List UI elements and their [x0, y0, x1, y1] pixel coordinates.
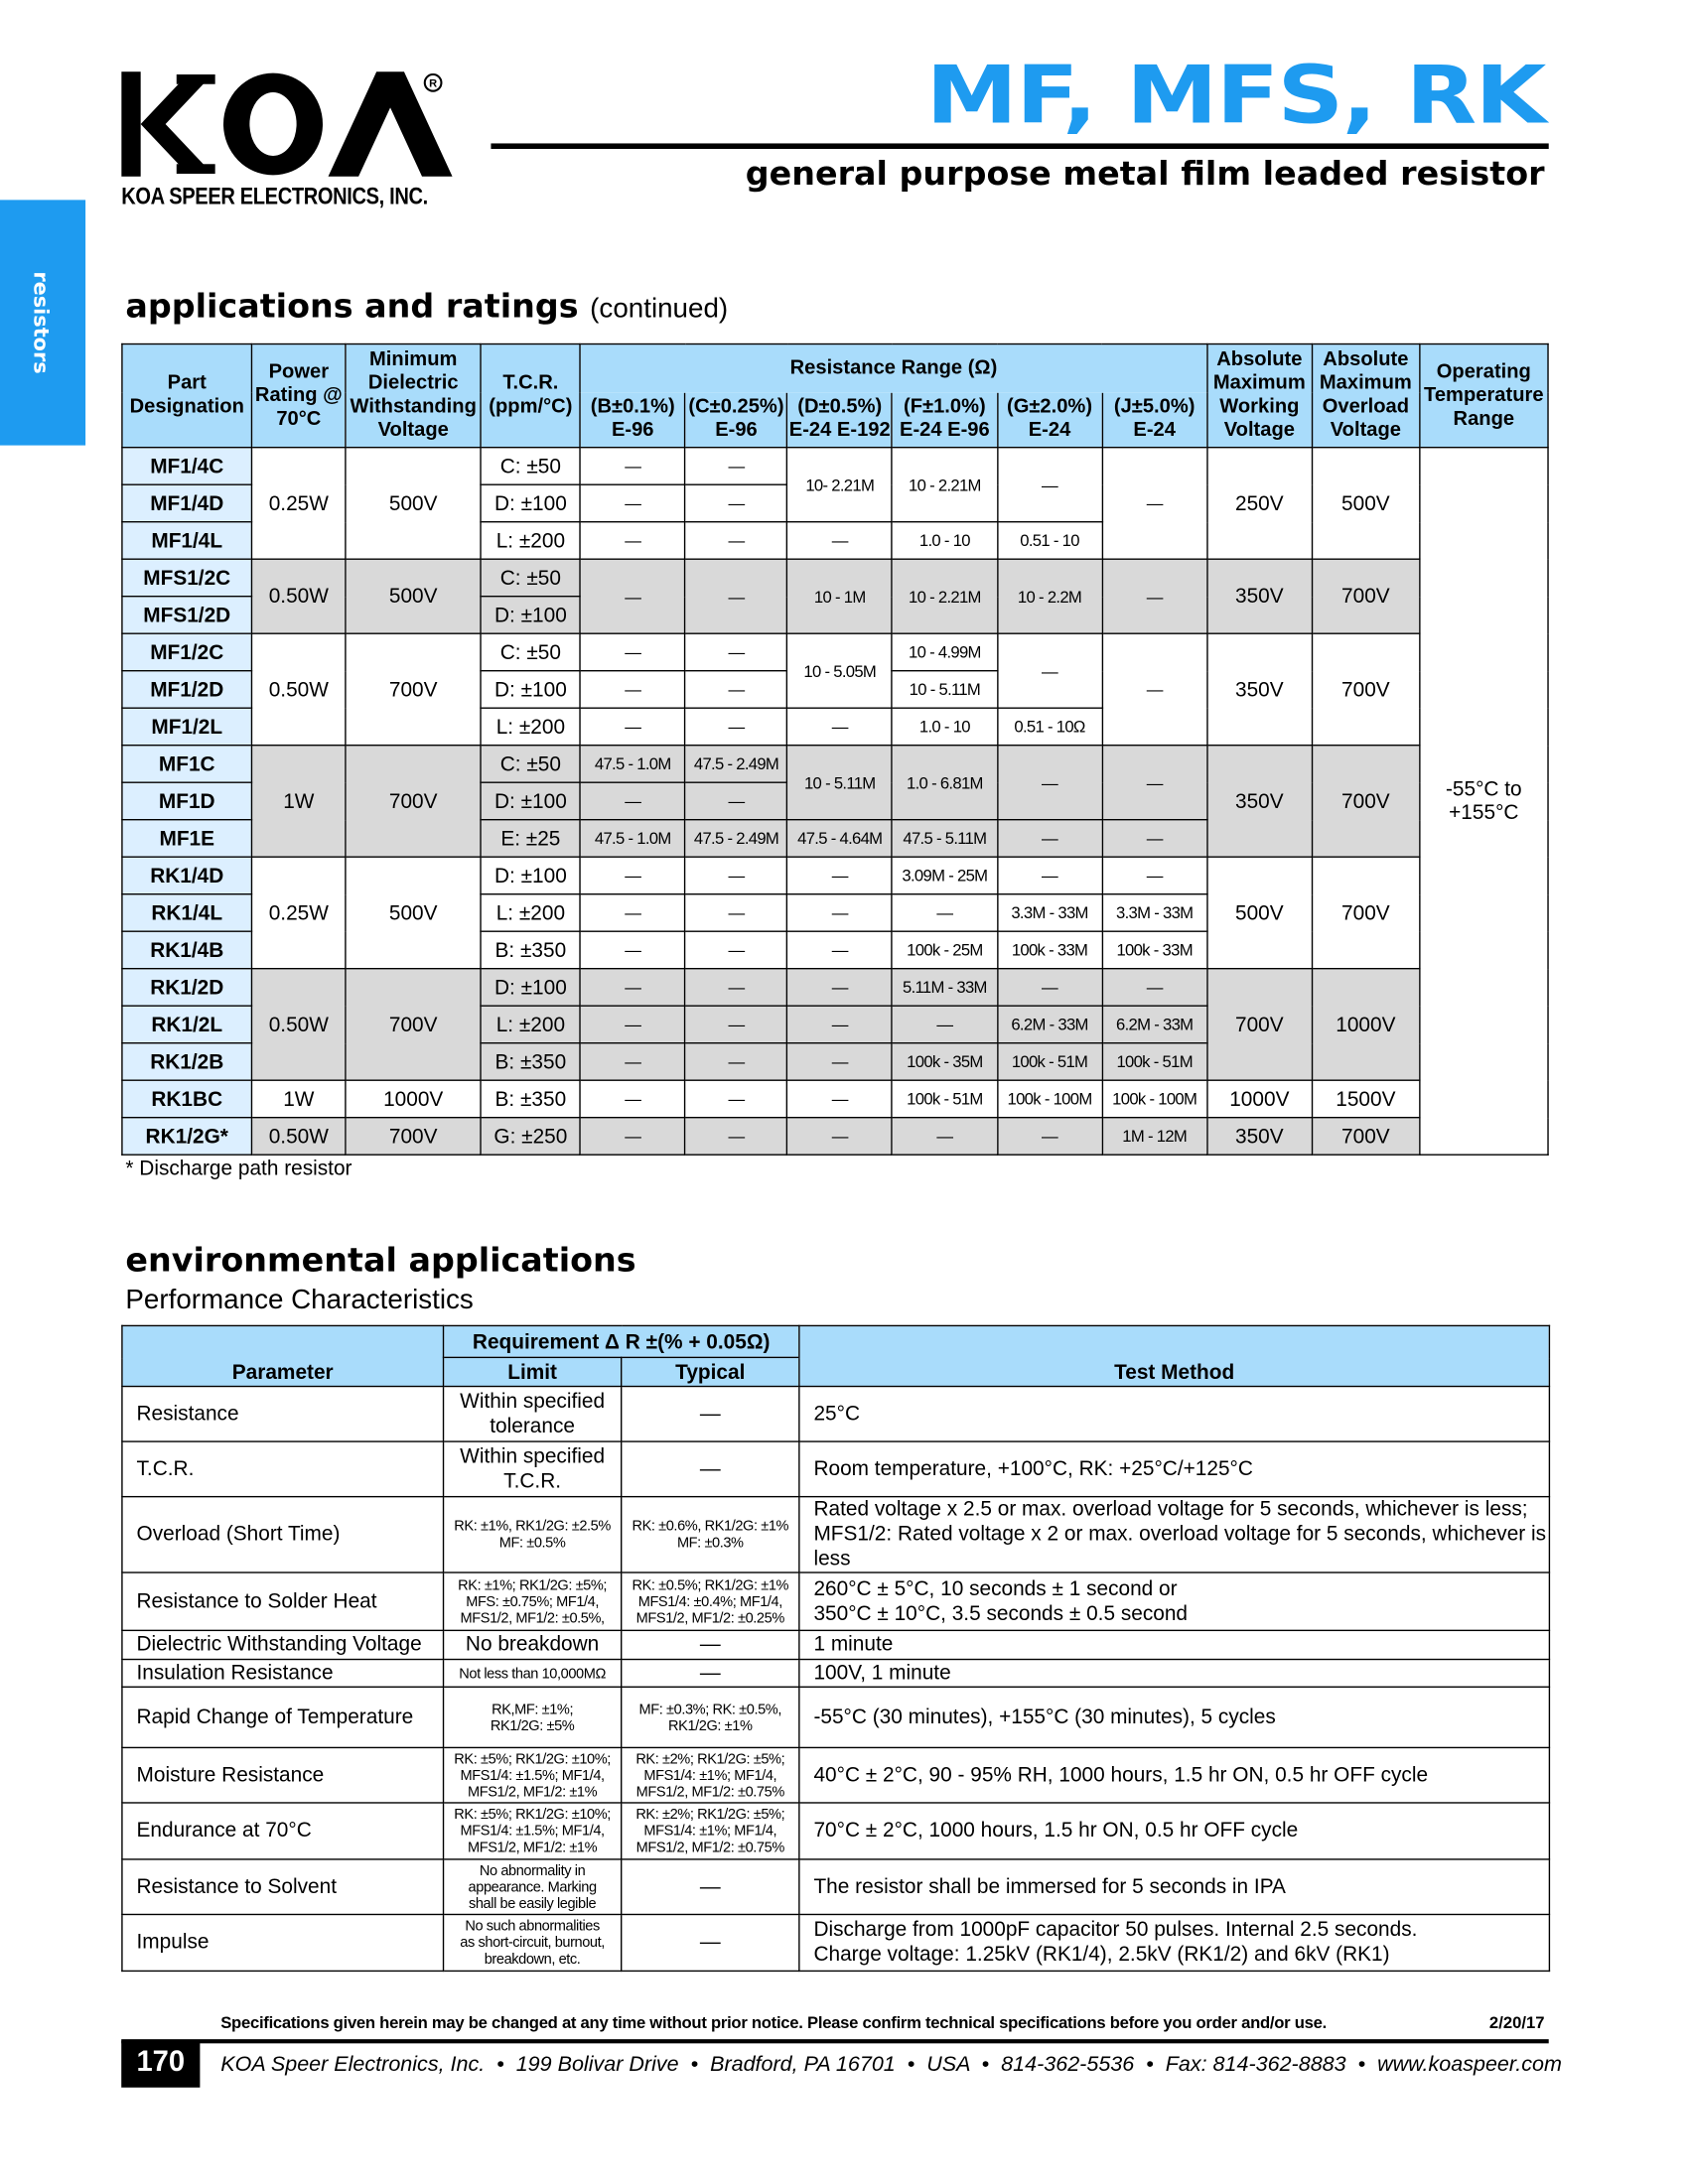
- cell-method: 260°C ± 5°C, 10 seconds ± 1 second or 350°C ± 10°C, 3.5 seconds ± 0.5 second: [799, 1572, 1550, 1630]
- cell-working-voltage: 700V: [1207, 969, 1313, 1081]
- cell-limit: Not less than 10,000MΩ: [444, 1660, 622, 1688]
- cell-tcr: L: ±200: [481, 894, 580, 932]
- side-tab-resistors: [0, 200, 85, 445]
- cell-range-f: 47.5 - 5.11M: [893, 820, 998, 858]
- cell-range-f: 5.11M - 33M: [893, 969, 998, 1007]
- cell-dielectric: 500V: [346, 857, 481, 969]
- part-designation: RK1/2L: [122, 1006, 252, 1043]
- part-designation: MF1/4C: [122, 448, 252, 485]
- cell-range-d: —: [787, 857, 893, 894]
- footer-rule: [121, 2039, 1549, 2043]
- cell-range-b: —: [580, 1006, 685, 1043]
- cell-tcr: D: ±100: [481, 484, 580, 522]
- cell-working-voltage: 350V: [1207, 559, 1313, 633]
- table-row: [122, 633, 1548, 671]
- cell-power: 0.25W: [252, 448, 347, 560]
- cell-range-j: 1M - 12M: [1102, 1118, 1207, 1156]
- part-designation: MF1/4L: [122, 522, 252, 560]
- col-header-range-sub: (G±2.0%) E-24: [997, 392, 1102, 448]
- cell-range-c: —: [685, 484, 787, 522]
- cell-range-g: —: [997, 1118, 1102, 1156]
- cell-range-f: —: [893, 894, 998, 932]
- cell-tcr: B: ±350: [481, 1043, 580, 1081]
- company-name: KOA SPEER ELECTRONICS, INC.: [121, 183, 428, 210]
- cell-method: -55°C (30 minutes), +155°C (30 minutes), 5 cycles: [799, 1687, 1550, 1747]
- cell-parameter: Resistance to Solder Heat: [122, 1572, 444, 1630]
- cell-range-j: —: [1102, 559, 1207, 633]
- part-designation: MF1/2L: [122, 708, 252, 746]
- cell-working-voltage: 250V: [1207, 448, 1313, 560]
- col-header-working-voltage: Absolute Maximum Working Voltage: [1207, 344, 1313, 448]
- cell-overload-voltage: 700V: [1312, 746, 1419, 858]
- cell-range-d: 10 - 5.05M: [787, 633, 893, 708]
- cell-tcr: E: ±25: [481, 820, 580, 858]
- cell-range-c: —: [685, 931, 787, 969]
- ratings-heading-suffix: (continued): [590, 293, 729, 325]
- cell-method: Discharge from 1000pF capacitor 50 pulses. Internal 2.5 seconds. Charge voltage: 1.25kV (RK1/4), 2.5kV (RK1/2) and 6kV (RK1): [799, 1914, 1550, 1971]
- part-designation: MF1/4D: [122, 484, 252, 522]
- table-row: [122, 969, 1548, 1007]
- col-header-parameter: Parameter: [122, 1325, 444, 1386]
- cell-range-c: —: [685, 1006, 787, 1043]
- cell-method: 70°C ± 2°C, 1000 hours, 1.5 hr ON, 0.5 hr OFF cycle: [799, 1803, 1550, 1859]
- performance-table: [121, 1325, 1550, 1972]
- cell-dielectric: 1000V: [346, 1080, 481, 1118]
- cell-tcr: G: ±250: [481, 1118, 580, 1156]
- cell-method: Room temperature, +100°C, RK: +25°C/+125°C: [799, 1441, 1550, 1497]
- cell-dielectric: 700V: [346, 633, 481, 746]
- cell-range-j: —: [1102, 633, 1207, 746]
- cell-method: 25°C: [799, 1387, 1550, 1442]
- cell-range-b: —: [580, 559, 685, 633]
- cell-range-d: —: [787, 931, 893, 969]
- cell-range-b: —: [580, 633, 685, 671]
- cell-range-g: —: [997, 969, 1102, 1007]
- cell-range-g: —: [997, 746, 1102, 820]
- cell-range-d: —: [787, 522, 893, 560]
- product-title: MF, MFS, RK: [925, 48, 1545, 143]
- cell-method: The resistor shall be immersed for 5 seconds in IPA: [799, 1859, 1550, 1915]
- cell-working-voltage: 350V: [1207, 633, 1313, 746]
- cell-tcr: C: ±50: [481, 633, 580, 671]
- table-row: [122, 1630, 1550, 1659]
- cell-range-b: —: [580, 671, 685, 709]
- cell-limit: RK: ±1%, RK1/2G: ±2.5% MF: ±0.5%: [444, 1497, 622, 1572]
- cell-range-f: 100k - 25M: [893, 931, 998, 969]
- cell-range-d: —: [787, 894, 893, 932]
- cell-overload-voltage: 500V: [1312, 448, 1419, 560]
- cell-dielectric: 700V: [346, 746, 481, 858]
- col-header-range-sub: (C±0.25%) E-96: [685, 392, 787, 448]
- cell-range-c: —: [685, 1080, 787, 1118]
- cell-limit: No breakdown: [444, 1630, 622, 1659]
- cell-range-g: 100k - 51M: [997, 1043, 1102, 1081]
- cell-typical: RK: ±2%; RK1/2G: ±5%; MFS1/4: ±1%; MF1/4, MFS1/2, MF1/2: ±0.75%: [622, 1747, 799, 1803]
- col-header-range-sub: (J±5.0%) E-24: [1102, 392, 1207, 448]
- cell-tcr: D: ±100: [481, 597, 580, 634]
- cell-range-c: 47.5 - 2.49M: [685, 820, 787, 858]
- cell-parameter: Insulation Resistance: [122, 1660, 444, 1688]
- table-row: [122, 1803, 1550, 1859]
- cell-range-g: 100k - 100M: [997, 1080, 1102, 1118]
- cell-parameter: Resistance to Solvent: [122, 1859, 444, 1915]
- cell-range-b: —: [580, 522, 685, 560]
- cell-working-voltage: 350V: [1207, 1118, 1313, 1156]
- table-row: [122, 1080, 1548, 1118]
- cell-range-g: 100k - 33M: [997, 931, 1102, 969]
- cell-dielectric: 500V: [346, 559, 481, 633]
- koa-logo: [121, 68, 452, 179]
- cell-typical: RK: ±2%; RK1/2G: ±5%; MFS1/4: ±1%; MF1/4, MFS1/2, MF1/2: ±0.75%: [622, 1803, 799, 1859]
- cell-range-j: —: [1102, 820, 1207, 858]
- cell-range-d: —: [787, 708, 893, 746]
- cell-operating-temperature: -55°C to +155°C: [1420, 448, 1548, 1156]
- table-row: [122, 1387, 1550, 1442]
- cell-tcr: C: ±50: [481, 448, 580, 485]
- cell-tcr: L: ±200: [481, 522, 580, 560]
- cell-limit: No abnormality in appearance. Marking shall be easily legible: [444, 1859, 622, 1915]
- cell-power: 1W: [252, 1080, 347, 1118]
- part-designation: RK1/4B: [122, 931, 252, 969]
- cell-tcr: L: ±200: [481, 708, 580, 746]
- section-heading-ratings: [125, 287, 728, 326]
- table-row: [122, 1747, 1550, 1803]
- cell-range-d: —: [787, 1118, 893, 1156]
- col-header-temperature: Operating Temperature Range: [1420, 344, 1548, 448]
- part-designation: RK1/4L: [122, 894, 252, 932]
- part-designation: MF1/2C: [122, 633, 252, 671]
- cell-range-b: —: [580, 1118, 685, 1156]
- cell-method: Rated voltage x 2.5 or max. overload voltage for 5 seconds, whichever is less; MFS1/2: Rated voltage x 2 or max. overload voltage for 5 seconds, whichever is less: [799, 1497, 1550, 1572]
- cell-range-b: —: [580, 484, 685, 522]
- cell-typical: —: [622, 1387, 799, 1442]
- cell-range-j: 100k - 51M: [1102, 1043, 1207, 1081]
- col-header-range-sub: (F±1.0%) E-24 E-96: [893, 392, 998, 448]
- part-designation: MFS1/2C: [122, 559, 252, 597]
- cell-range-f: 10 - 2.21M: [893, 448, 998, 522]
- cell-power: 0.50W: [252, 969, 347, 1081]
- col-header-tcr: T.C.R. (ppm/°C): [481, 344, 580, 448]
- cell-range-b: —: [580, 969, 685, 1007]
- cell-range-g: —: [997, 448, 1102, 522]
- cell-dielectric: 500V: [346, 448, 481, 560]
- cell-tcr: B: ±350: [481, 1080, 580, 1118]
- part-designation: MF1D: [122, 782, 252, 820]
- cell-range-d: —: [787, 969, 893, 1007]
- cell-limit: No such abnormalities as short-circuit, burnout, breakdown, etc.: [444, 1914, 622, 1971]
- cell-parameter: T.C.R.: [122, 1441, 444, 1497]
- cell-range-c: —: [685, 1043, 787, 1081]
- cell-range-f: 3.09M - 25M: [893, 857, 998, 894]
- product-subtitle: general purpose metal film leaded resistor: [745, 154, 1545, 194]
- cell-range-f: 1.0 - 10: [893, 522, 998, 560]
- cell-range-j: —: [1102, 746, 1207, 820]
- part-designation: RK1BC: [122, 1080, 252, 1118]
- cell-typical: MF: ±0.3%; RK: ±0.5%, RK1/2G: ±1%: [622, 1687, 799, 1747]
- cell-range-b: —: [580, 708, 685, 746]
- cell-typical: —: [622, 1441, 799, 1497]
- cell-limit: RK: ±5%; RK1/2G: ±10%; MFS1/4: ±1.5%; MF1/4, MFS1/2, MF1/2: ±1%: [444, 1747, 622, 1803]
- cell-range-f: 10 - 4.99M: [893, 633, 998, 671]
- cell-limit: Within specified T.C.R.: [444, 1441, 622, 1497]
- cell-power: 0.50W: [252, 559, 347, 633]
- cell-range-d: 47.5 - 4.64M: [787, 820, 893, 858]
- table-row: [122, 857, 1548, 894]
- cell-range-c: —: [685, 894, 787, 932]
- cell-range-f: 10 - 2.21M: [893, 559, 998, 633]
- cell-working-voltage: 350V: [1207, 746, 1313, 858]
- cell-range-d: —: [787, 1006, 893, 1043]
- cell-range-b: —: [580, 931, 685, 969]
- part-designation: MF1E: [122, 820, 252, 858]
- revision-date: 2/20/17: [1488, 2012, 1545, 2033]
- cell-overload-voltage: 700V: [1312, 633, 1419, 746]
- cell-typical: —: [622, 1630, 799, 1659]
- cell-range-g: 0.51 - 10: [997, 522, 1102, 560]
- cell-range-b: —: [580, 894, 685, 932]
- cell-range-c: —: [685, 708, 787, 746]
- cell-range-j: 3.3M - 33M: [1102, 894, 1207, 932]
- subheading-performance: Performance Characteristics: [125, 1285, 474, 1316]
- cell-tcr: C: ±50: [481, 746, 580, 783]
- cell-method: 40°C ± 2°C, 90 - 95% RH, 1000 hours, 1.5 hr ON, 0.5 hr OFF cycle: [799, 1747, 1550, 1803]
- part-designation: RK1/2B: [122, 1043, 252, 1081]
- cell-tcr: D: ±100: [481, 857, 580, 894]
- cell-tcr: D: ±100: [481, 969, 580, 1007]
- cell-working-voltage: 500V: [1207, 857, 1313, 969]
- col-header-power: Power Rating @ 70°C: [252, 344, 347, 448]
- cell-range-f: 100k - 51M: [893, 1080, 998, 1118]
- cell-range-f: 1.0 - 10: [893, 708, 998, 746]
- cell-range-c: 47.5 - 2.49M: [685, 746, 787, 783]
- contact-info: KOA Speer Electronics, Inc. • 199 Bolivar Drive • Bradford, PA 16701 • USA • 814-362-5536 • Fax: 814-362-8883 • www.koaspeer.com: [220, 2053, 1562, 2077]
- cell-range-j: 100k - 33M: [1102, 931, 1207, 969]
- table-row: [122, 559, 1548, 597]
- page-number: 170: [121, 2041, 200, 2088]
- table-row: [122, 1914, 1550, 1971]
- col-header-range-sub: (B±0.1%) E-96: [580, 392, 685, 448]
- spec-notice: Specifications given herein may be changed at any time without prior notice. Please confirm technical specifications before you order and/or use.: [220, 2012, 1327, 2033]
- cell-limit: Within specified tolerance: [444, 1387, 622, 1442]
- part-designation: RK1/2D: [122, 969, 252, 1007]
- cell-range-c: —: [685, 559, 787, 633]
- cell-range-f: 10 - 5.11M: [893, 671, 998, 709]
- cell-tcr: B: ±350: [481, 931, 580, 969]
- table-row: [122, 1572, 1550, 1630]
- cell-parameter: Impulse: [122, 1914, 444, 1971]
- cell-range-c: —: [685, 671, 787, 709]
- cell-range-j: —: [1102, 969, 1207, 1007]
- cell-working-voltage: 1000V: [1207, 1080, 1313, 1118]
- cell-range-j: —: [1102, 448, 1207, 560]
- col-header-requirement: Requirement Δ R ±(% + 0.05Ω): [444, 1325, 799, 1357]
- cell-parameter: Endurance at 70°C: [122, 1803, 444, 1859]
- side-tab-label: resistors: [29, 271, 55, 374]
- col-header-dielectric: Minimum Dielectric Withstanding Voltage: [346, 344, 481, 448]
- cell-range-g: —: [997, 857, 1102, 894]
- cell-method: 1 minute: [799, 1630, 1550, 1659]
- cell-range-g: 10 - 2.2M: [997, 559, 1102, 633]
- table-row: [122, 1660, 1550, 1688]
- cell-range-j: —: [1102, 857, 1207, 894]
- cell-range-g: 3.3M - 33M: [997, 894, 1102, 932]
- cell-range-g: —: [997, 633, 1102, 708]
- col-header-limit: Limit: [444, 1357, 622, 1386]
- cell-range-c: —: [685, 1118, 787, 1156]
- table-row: [122, 448, 1548, 485]
- cell-limit: RK: ±5%; RK1/2G: ±10%; MFS1/4: ±1.5%; MF1/4, MFS1/2, MF1/2: ±1%: [444, 1803, 622, 1859]
- cell-range-d: —: [787, 1080, 893, 1118]
- cell-range-g: 6.2M - 33M: [997, 1006, 1102, 1043]
- cell-tcr: D: ±100: [481, 782, 580, 820]
- footnote: * Discharge path resistor: [125, 1157, 352, 1180]
- cell-range-d: 10- 2.21M: [787, 448, 893, 522]
- col-header-resistance-range: Resistance Range (Ω): [580, 344, 1206, 393]
- svg-text:R: R: [429, 77, 438, 90]
- ratings-heading-text: applications and ratings: [125, 286, 579, 326]
- col-header-typical: Typical: [622, 1357, 799, 1386]
- cell-typical: —: [622, 1859, 799, 1915]
- cell-overload-voltage: 700V: [1312, 857, 1419, 969]
- ratings-table: [121, 343, 1549, 1156]
- col-header-overload-voltage: Absolute Maximum Overload Voltage: [1312, 344, 1419, 448]
- table-row: [122, 1859, 1550, 1915]
- table-row: [122, 746, 1548, 783]
- cell-overload-voltage: 1000V: [1312, 969, 1419, 1081]
- cell-range-j: 100k - 100M: [1102, 1080, 1207, 1118]
- cell-range-b: 47.5 - 1.0M: [580, 746, 685, 783]
- table-row: [122, 1118, 1548, 1156]
- cell-power: 0.50W: [252, 1118, 347, 1156]
- cell-parameter: Dielectric Withstanding Voltage: [122, 1630, 444, 1659]
- cell-overload-voltage: 1500V: [1312, 1080, 1419, 1118]
- cell-overload-voltage: 700V: [1312, 1118, 1419, 1156]
- cell-range-c: —: [685, 857, 787, 894]
- cell-range-f: 1.0 - 6.81M: [893, 746, 998, 820]
- cell-range-c: —: [685, 969, 787, 1007]
- cell-range-b: —: [580, 1043, 685, 1081]
- cell-range-f: —: [893, 1006, 998, 1043]
- cell-range-g: —: [997, 820, 1102, 858]
- col-header-range-sub: (D±0.5%) E-24 E-192: [787, 392, 893, 448]
- table-row: [122, 1441, 1550, 1497]
- cell-range-d: 10 - 5.11M: [787, 746, 893, 820]
- col-header-test-method: Test Method: [799, 1325, 1550, 1386]
- cell-range-b: 47.5 - 1.0M: [580, 820, 685, 858]
- part-designation: MFS1/2D: [122, 597, 252, 634]
- cell-tcr: C: ±50: [481, 559, 580, 597]
- part-designation: RK1/2G*: [122, 1118, 252, 1156]
- title-rule: [491, 143, 1548, 149]
- cell-range-c: —: [685, 782, 787, 820]
- col-header-part: Part Designation: [122, 344, 252, 448]
- cell-method: 100V, 1 minute: [799, 1660, 1550, 1688]
- cell-range-c: —: [685, 633, 787, 671]
- table-row: [122, 1687, 1550, 1747]
- section-heading-environment: environmental applications: [125, 1241, 636, 1280]
- cell-power: 1W: [252, 746, 347, 858]
- cell-dielectric: 700V: [346, 969, 481, 1081]
- cell-power: 0.50W: [252, 633, 347, 746]
- cell-range-b: —: [580, 857, 685, 894]
- cell-range-c: —: [685, 522, 787, 560]
- cell-range-b: —: [580, 1080, 685, 1118]
- cell-typical: RK: ±0.6%, RK1/2G: ±1% MF: ±0.3%: [622, 1497, 799, 1572]
- cell-range-j: 6.2M - 33M: [1102, 1006, 1207, 1043]
- part-designation: RK1/4D: [122, 857, 252, 894]
- cell-power: 0.25W: [252, 857, 347, 969]
- cell-range-b: —: [580, 782, 685, 820]
- part-designation: MF1/2D: [122, 671, 252, 709]
- cell-limit: RK,MF: ±1%; RK1/2G: ±5%: [444, 1687, 622, 1747]
- cell-parameter: Overload (Short Time): [122, 1497, 444, 1572]
- cell-range-g: 0.51 - 10Ω: [997, 708, 1102, 746]
- cell-range-f: 100k - 35M: [893, 1043, 998, 1081]
- cell-parameter: Resistance: [122, 1387, 444, 1442]
- cell-overload-voltage: 700V: [1312, 559, 1419, 633]
- cell-typical: —: [622, 1914, 799, 1971]
- cell-typical: RK: ±0.5%; RK1/2G: ±1% MFS1/4: ±0.4%; MF1/4, MFS1/2, MF1/2: ±0.25%: [622, 1572, 799, 1630]
- cell-range-d: —: [787, 1043, 893, 1081]
- cell-range-d: 10 - 1M: [787, 559, 893, 633]
- cell-parameter: Rapid Change of Temperature: [122, 1687, 444, 1747]
- cell-tcr: L: ±200: [481, 1006, 580, 1043]
- cell-typical: —: [622, 1660, 799, 1688]
- cell-range-c: —: [685, 448, 787, 485]
- cell-limit: RK: ±1%; RK1/2G: ±5%; MFS: ±0.75%; MF1/4, MFS1/2, MF1/2: ±0.5%,: [444, 1572, 622, 1630]
- table-row: [122, 1497, 1550, 1572]
- cell-range-f: —: [893, 1118, 998, 1156]
- cell-range-b: —: [580, 448, 685, 485]
- cell-parameter: Moisture Resistance: [122, 1747, 444, 1803]
- cell-tcr: D: ±100: [481, 671, 580, 709]
- cell-dielectric: 700V: [346, 1118, 481, 1156]
- part-designation: MF1C: [122, 746, 252, 783]
